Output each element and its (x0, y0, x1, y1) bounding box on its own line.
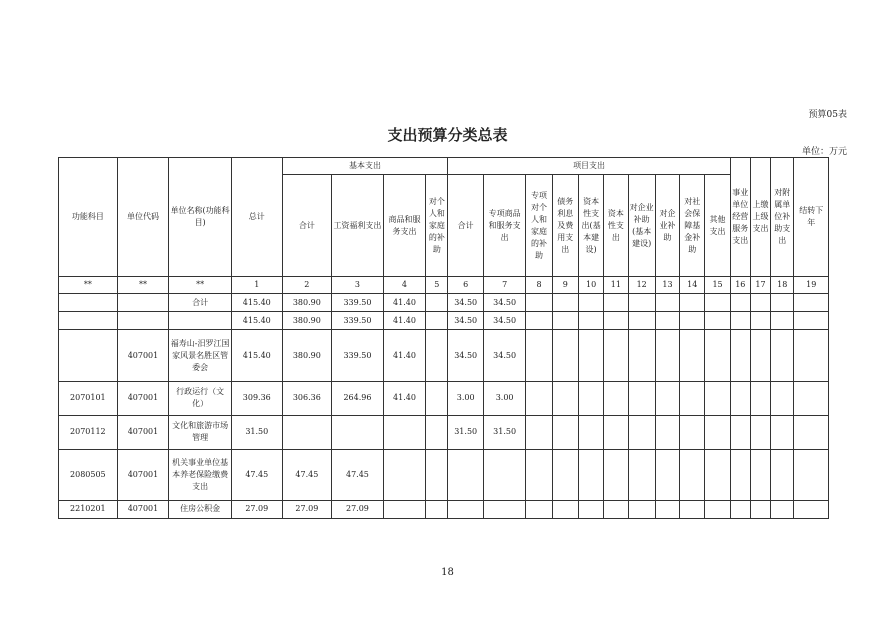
empty-cell (680, 381, 705, 415)
special-goods-cell (483, 500, 525, 518)
index-cell: 5 (426, 277, 448, 294)
empty-cell (794, 500, 829, 518)
empty-cell (705, 294, 730, 312)
empty-cell (628, 449, 655, 500)
unit-code-cell: 407001 (117, 449, 169, 500)
index-cell: 15 (705, 277, 730, 294)
project-sum-cell: 34.50 (448, 294, 483, 312)
empty-cell (578, 500, 603, 518)
index-cell: 9 (552, 277, 578, 294)
empty-cell (526, 449, 552, 500)
table-row (59, 294, 829, 312)
empty-cell (750, 381, 770, 415)
empty-cell (552, 381, 578, 415)
empty-cell (604, 294, 628, 312)
salary-cell: 264.96 (332, 381, 384, 415)
index-cell: 16 (730, 277, 750, 294)
empty-cell (750, 294, 770, 312)
empty-cell (750, 415, 770, 449)
unit-code-cell (117, 294, 169, 312)
func-subject-cell: 2070101 (59, 381, 118, 415)
table-row (59, 381, 829, 415)
index-cell: ** (117, 277, 169, 294)
empty-cell (705, 449, 730, 500)
unit-name-cell: 机关事业单位基本养老保险缴费支出 (169, 449, 232, 500)
empty-cell (730, 312, 750, 330)
empty-cell (771, 330, 794, 381)
unit-name-cell: 福寿山-汨罗江国家风景名胜区管委会 (169, 330, 232, 381)
salary-cell: 27.09 (332, 500, 384, 518)
empty-cell (730, 381, 750, 415)
header-project-sum: 合计 (448, 175, 483, 277)
empty-cell (655, 500, 679, 518)
index-cell: 2 (282, 277, 332, 294)
empty-cell (771, 312, 794, 330)
header-basic: 基本支出 (282, 158, 448, 175)
func-subject-cell: 2080505 (59, 449, 118, 500)
empty-cell (552, 500, 578, 518)
basic-sum-cell: 47.45 (282, 449, 332, 500)
empty-cell (680, 330, 705, 381)
header-affiliated: 对附属单位补助支出 (771, 158, 794, 277)
empty-cell (794, 415, 829, 449)
budget-table (58, 157, 829, 519)
special-goods-cell: 3.00 (483, 381, 525, 415)
header-salary: 工资福利支出 (332, 175, 384, 277)
func-subject-cell: 2070112 (59, 415, 118, 449)
empty-cell (794, 294, 829, 312)
project-sum-cell: 3.00 (448, 381, 483, 415)
subsidy-personal-cell (426, 330, 448, 381)
header-project: 项目支出 (448, 158, 730, 175)
unit-code-cell (117, 312, 169, 330)
empty-cell (705, 312, 730, 330)
header-operating: 事业单位经营服务支出 (730, 158, 750, 277)
index-cell: 11 (604, 277, 628, 294)
header-special-personal: 专项对个人和家庭的补助 (526, 175, 552, 277)
unit-code-cell: 407001 (117, 415, 169, 449)
index-row (59, 277, 829, 294)
index-cell: 6 (448, 277, 483, 294)
goods-cell: 41.40 (383, 312, 425, 330)
empty-cell (794, 449, 829, 500)
header-special-goods: 专项商品和服务支出 (483, 175, 525, 277)
header-unit-code: 单位代码 (117, 158, 169, 277)
unit-code-cell: 407001 (117, 330, 169, 381)
unit-code-cell: 407001 (117, 381, 169, 415)
total-cell: 415.40 (231, 312, 282, 330)
empty-cell (655, 312, 679, 330)
goods-cell (383, 500, 425, 518)
empty-cell (730, 500, 750, 518)
index-cell: 7 (483, 277, 525, 294)
empty-cell (680, 449, 705, 500)
subsidy-personal-cell (426, 415, 448, 449)
empty-cell (552, 312, 578, 330)
empty-cell (730, 330, 750, 381)
empty-cell (771, 500, 794, 518)
special-goods-cell: 31.50 (483, 415, 525, 449)
empty-cell (705, 330, 730, 381)
subsidy-personal-cell (426, 381, 448, 415)
unit-name-cell (169, 312, 232, 330)
basic-sum-cell: 380.90 (282, 312, 332, 330)
table-row (59, 312, 829, 330)
project-sum-cell: 34.50 (448, 330, 483, 381)
empty-cell (655, 381, 679, 415)
empty-cell (680, 415, 705, 449)
unit-name-cell: 文化和旅游市场管理 (169, 415, 232, 449)
table-row (59, 449, 829, 500)
form-number: 预算05表 (808, 110, 847, 120)
empty-cell (655, 294, 679, 312)
empty-cell (604, 381, 628, 415)
empty-cell (552, 330, 578, 381)
project-sum-cell: 34.50 (448, 312, 483, 330)
header-basic-sum: 合计 (282, 175, 332, 277)
subsidy-personal-cell (426, 449, 448, 500)
empty-cell (655, 415, 679, 449)
special-goods-cell: 34.50 (483, 312, 525, 330)
header-capital-construction: 资本性支出(基本建设) (578, 175, 603, 277)
index-cell: 4 (383, 277, 425, 294)
goods-cell: 41.40 (383, 381, 425, 415)
empty-cell (730, 294, 750, 312)
empty-cell (552, 415, 578, 449)
empty-cell (628, 312, 655, 330)
header-enterprise: 对企业补助 (655, 175, 679, 277)
empty-cell (730, 449, 750, 500)
func-subject-cell (59, 294, 118, 312)
total-cell: 415.40 (231, 330, 282, 381)
special-goods-cell: 34.50 (483, 294, 525, 312)
index-cell: 17 (750, 277, 770, 294)
unit-name-cell: 合计 (169, 294, 232, 312)
basic-sum-cell (282, 415, 332, 449)
empty-cell (794, 381, 829, 415)
basic-sum-cell: 27.09 (282, 500, 332, 518)
goods-cell (383, 449, 425, 500)
table-row (59, 330, 829, 381)
empty-cell (604, 312, 628, 330)
empty-cell (750, 330, 770, 381)
index-cell: 13 (655, 277, 679, 294)
header-social-security: 对社会保障基金补助 (680, 175, 705, 277)
empty-cell (794, 330, 829, 381)
empty-cell (705, 415, 730, 449)
empty-cell (604, 415, 628, 449)
subsidy-personal-cell (426, 500, 448, 518)
empty-cell (705, 500, 730, 518)
salary-cell: 339.50 (332, 312, 384, 330)
project-sum-cell: 31.50 (448, 415, 483, 449)
empty-cell (578, 330, 603, 381)
header-goods: 商品和服务支出 (383, 175, 425, 277)
index-cell: 10 (578, 277, 603, 294)
empty-cell (628, 415, 655, 449)
header-carryover: 结转下年 (794, 158, 829, 277)
total-cell: 47.45 (231, 449, 282, 500)
empty-cell (526, 500, 552, 518)
empty-cell (526, 415, 552, 449)
empty-cell (628, 330, 655, 381)
empty-cell (730, 415, 750, 449)
unit-code-cell: 407001 (117, 500, 169, 518)
empty-cell (552, 449, 578, 500)
index-cell: 1 (231, 277, 282, 294)
empty-cell (526, 381, 552, 415)
salary-cell: 47.45 (332, 449, 384, 500)
subsidy-personal-cell (426, 294, 448, 312)
total-cell: 309.36 (231, 381, 282, 415)
project-sum-cell (448, 500, 483, 518)
header-enterprise-construction: 对企业补助(基本建设) (628, 175, 655, 277)
empty-cell (705, 381, 730, 415)
index-cell: ** (169, 277, 232, 294)
empty-cell (578, 294, 603, 312)
empty-cell (771, 449, 794, 500)
empty-cell (578, 312, 603, 330)
salary-cell (332, 415, 384, 449)
header-debt-interest: 债务利息及费用支出 (552, 175, 578, 277)
empty-cell (655, 330, 679, 381)
empty-cell (750, 312, 770, 330)
empty-cell (578, 381, 603, 415)
empty-cell (628, 500, 655, 518)
index-cell: 14 (680, 277, 705, 294)
total-cell: 27.09 (231, 500, 282, 518)
index-cell: ** (59, 277, 118, 294)
header-other: 其他支出 (705, 175, 730, 277)
empty-cell (604, 449, 628, 500)
subsidy-personal-cell (426, 312, 448, 330)
header-unit-name: 单位名称(功能科目) (169, 158, 232, 277)
empty-cell (552, 294, 578, 312)
header-upper: 上缴上级支出 (750, 158, 770, 277)
empty-cell (750, 500, 770, 518)
page-title: 支出预算分类总表 (387, 126, 508, 144)
table-row (59, 500, 829, 518)
func-subject-cell: 2210201 (59, 500, 118, 518)
index-cell: 8 (526, 277, 552, 294)
empty-cell (771, 415, 794, 449)
unit-label: 单位：万元 (801, 147, 847, 157)
empty-cell (794, 312, 829, 330)
index-cell: 19 (794, 277, 829, 294)
empty-cell (526, 294, 552, 312)
empty-cell (578, 449, 603, 500)
total-cell: 31.50 (231, 415, 282, 449)
empty-cell (628, 294, 655, 312)
salary-cell: 339.50 (332, 330, 384, 381)
empty-cell (771, 294, 794, 312)
header-func-subject: 功能科目 (59, 158, 118, 277)
empty-cell (680, 500, 705, 518)
empty-cell (771, 381, 794, 415)
page-number: 18 (441, 567, 454, 578)
unit-name-cell: 住房公积金 (169, 500, 232, 518)
func-subject-cell (59, 330, 118, 381)
header-subsidy-personal: 对个人和家庭的补助 (426, 175, 448, 277)
empty-cell (750, 449, 770, 500)
special-goods-cell: 34.50 (483, 330, 525, 381)
special-goods-cell (483, 449, 525, 500)
salary-cell: 339.50 (332, 294, 384, 312)
empty-cell (680, 312, 705, 330)
index-cell: 18 (771, 277, 794, 294)
empty-cell (655, 449, 679, 500)
empty-cell (680, 294, 705, 312)
goods-cell (383, 415, 425, 449)
unit-name-cell: 行政运行（文化） (169, 381, 232, 415)
goods-cell: 41.40 (383, 330, 425, 381)
index-cell: 3 (332, 277, 384, 294)
empty-cell (526, 312, 552, 330)
empty-cell (604, 500, 628, 518)
project-sum-cell (448, 449, 483, 500)
empty-cell (526, 330, 552, 381)
empty-cell (578, 415, 603, 449)
basic-sum-cell: 380.90 (282, 294, 332, 312)
func-subject-cell (59, 312, 118, 330)
goods-cell: 41.40 (383, 294, 425, 312)
total-cell: 415.40 (231, 294, 282, 312)
basic-sum-cell: 306.36 (282, 381, 332, 415)
header-capital: 资本性支出 (604, 175, 628, 277)
index-cell: 12 (628, 277, 655, 294)
basic-sum-cell: 380.90 (282, 330, 332, 381)
header-total: 总计 (231, 158, 282, 277)
empty-cell (628, 381, 655, 415)
table-row (59, 415, 829, 449)
empty-cell (604, 330, 628, 381)
